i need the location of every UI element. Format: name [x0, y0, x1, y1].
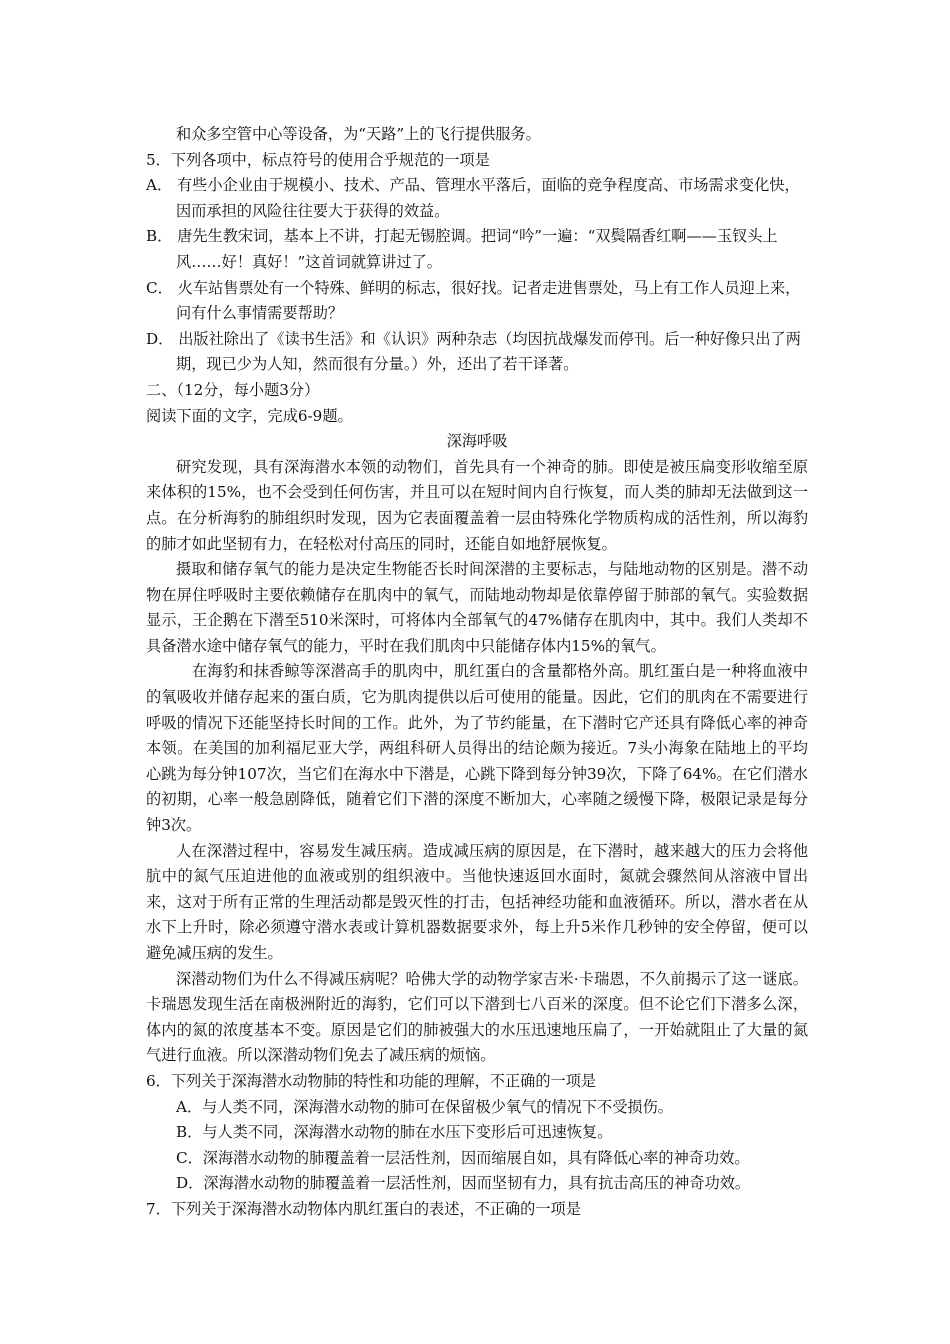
- q5-option-b: B． 唐先生教宋词，基本上不讲，打起无锡腔调。把词“吟”一遍：“双鬓隔香红啊——玉钗头上风……好！真好！”这首词就算讲过了。: [146, 227, 778, 271]
- exam-page: [146, 122, 808, 1223]
- passage-title: 深海呼吸: [446, 432, 508, 451]
- q6-stem: 6．下列关于深海潜水动物肺的特性和功能的理解，不正确的一项是: [146, 1071, 597, 1090]
- q5-option-d: D． 出版社除出了《读书生活》和《认识》两种杂志（均因抗战爆发而停刊。后一种好像只出了两期，现已少为人知，然而很有分量。）外，还出了若干译著。: [146, 329, 801, 374]
- q6-option-b: B．与人类不同，深海潜水动物的肺在水压下变形后可迅速恢复。: [176, 1123, 613, 1142]
- q5-stem: 5．下列各项中，标点符号的使用合乎规范的一项是: [146, 150, 490, 169]
- q5-option-c: C． 火车站售票处有一个特殊、鲜明的标志，很好找。记者走进售票处，马上有工作人员迎上来，问有什么事情需要帮助？: [146, 278, 801, 323]
- passage-paragraph-5: 深潜动物们为什么不得减压病呢？哈佛大学的动物学家吉米·卡瑞恩，不久前揭示了这一谜底。卡瑞恩发现生活在南极洲附近的海豹，它们可以下潜到七八百米的深度。但不论它们下潜多么深，体内的氮的浓度基本不变。原因是它们的肺被强大的水压迅速地压扁了，一开始就阻止了大量的氮气进行血液。所以深潜动物们免去了减压病的烦恼。: [146, 969, 808, 1065]
- passage-paragraph-2: 摄取和储存氧气的能力是决定生物能否长时间深潜的主要标志，与陆地动物的区别是。潜不动物在屏住呼吸时主要依赖储存在肌肉中的氧气，而陆地动物却是依靠停留于肺部的氧气。实验数据显示，王企鹅在下潜至510米深时，可将体内全部氧气的47%储存在肌肉中，其中。我们人类却不具备潜水途中储存氧气的能力，平时在我们肌肉中只能储存体内15%的氧气。: [146, 560, 808, 655]
- q7-stem: 7．下列关于深海潜水动物体内肌红蛋白的表述，不正确的一项是: [146, 1199, 581, 1218]
- section-header: 二、（12分，每小题3分）: [146, 380, 320, 399]
- q6-option-a: A．与人类不同，深海潜水动物的肺可在保留极少氧气的情况下不受损伤。: [176, 1097, 673, 1116]
- q6-option-d: D．深海潜水动物的肺覆盖着一层活性剂，因而坚韧有力，具有抗击高压的神奇功效。: [176, 1174, 751, 1193]
- continued-line: 和众多空管中心等设备，为“天路”上的飞行提供服务。: [176, 125, 541, 143]
- q6-option-c: C．深海潜水动物的肺覆盖着一层活性剂，因而缩展自如，具有降低心率的神奇功效。: [176, 1148, 750, 1167]
- passage-paragraph-3: 在海豹和抹香鲸等深潜高手的肌肉中，肌红蛋白的含量都格外高。肌红蛋白是一种将血液中的氧吸收并储存起来的蛋白质，它为肌肉提供以后可使用的能量。因此，它们的肌肉在不需要进行呼吸的情况下还能坚持长时间的工作。此外，为了节约能量，在下潜时它产还具有降低心率的神奇本领。在美国的加利福尼亚大学，两组科研人员得出的结论颇为接近。7头小海象在陆地上的平均心跳为每分钟107次，当它们在海水中下潜是，心跳下降到每分钟39次，下降了64%。在它们潜水的初期，心率一般急剧降低，随着它们下潜的深度不断加大，心率随之缓慢下降，极限记录是每分钟3次。: [146, 662, 808, 835]
- passage-paragraph-1: 研究发现，具有深海潜水本领的动物们，首先具有一个神奇的肺。即使是被压扁变形收缩至原来体积的15%，也不会受到任何伤害，并且可以在短时间内自行恢复，而人类的肺却无法做到这一点。在分析海豹的肺组织时发现，因为它表面覆盖着一层由特殊化学物质构成的活性剂，所以海豹的肺才如此坚韧有力，在轻松对付高压的同时，还能自如地舒展恢复。: [146, 457, 808, 553]
- passage-paragraph-4: 人在深潜过程中，容易发生减压病。造成减压病的原因是，在下潜时，越来越大的压力会将他肮中的氮气压迫进他的血液或别的组织液中。当他快速返回水面时，氮就会骤然间从溶液中冒出来，这对于所有正常的生理活动都是毁灭性的打击，包括神经功能和血液循环。所以，潜水者在从水下上升时，除必须遵守潜水表或计算机器数据要求外，每上升5米作几秒钟的安全停留，便可以避免减压病的发生。: [146, 841, 808, 962]
- reading-instruction: 阅读下面的文字，完成6-9题。: [146, 406, 353, 425]
- q5-option-a: A． 有些小企业由于规模小、技术、产品、管理水平落后，面临的竞争程度高、市场需求变化快，因而承担的风险往往要大于获得的效益。: [146, 176, 800, 220]
